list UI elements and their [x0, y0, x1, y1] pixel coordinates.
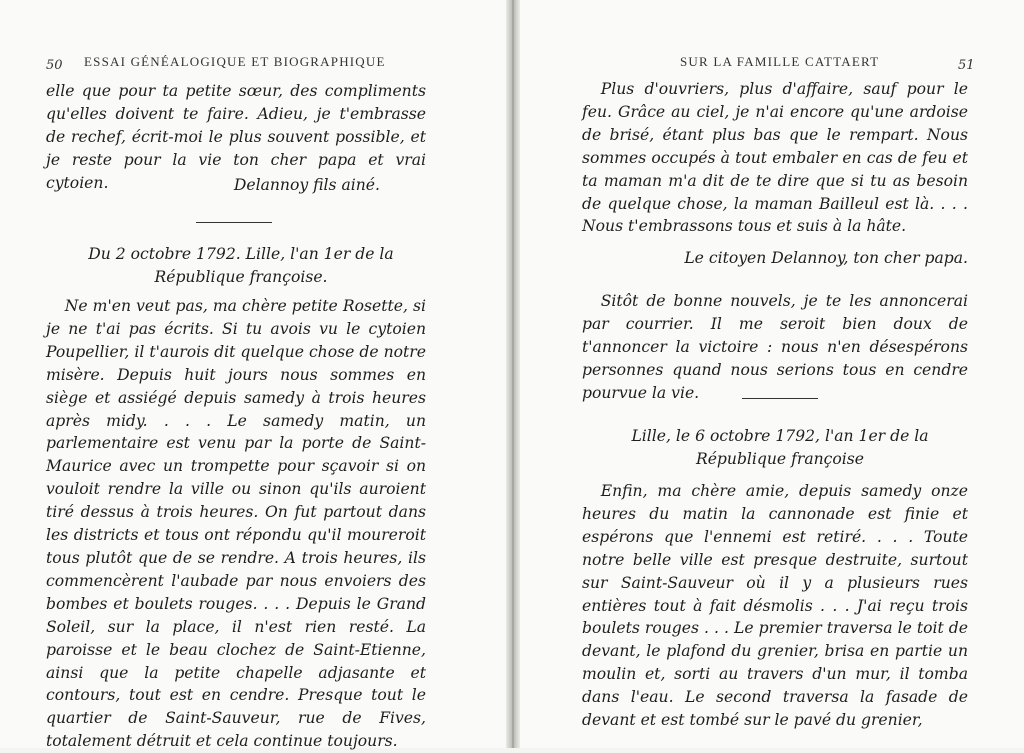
left-running-head: ESSAI GÉNÉALOGIQUE ET BIOGRAPHIQUE [84, 54, 386, 69]
left-page-number: 50 [46, 58, 63, 73]
continuation-text: Plus d'ouvriers, plus d'affaire, sauf pour le feu. Grâce au ciel, je n'ai encore qu'une ardoise de brisé, étant plus bas que le rempart. Nous sommes occupés à tout embaler en cas de feu et ta maman m'a dit de te dire que si tu as besoin de quelque chose, la maman Bailleul est là. . . . Nous t'embrassons tous et suis à la hâte. [582, 80, 968, 236]
right-running-head: SUR LA FAMILLE CATTAERT [680, 54, 880, 69]
letter-body-text: Ne m'en veut pas, ma chère petite Rosette, si je ne t'ai pas écrits. Si tu avois vu le cytoien Poupellier, il t'aurois dit quelque chose de notre misère. Depuis huit jours nous sommes en siège et assiégé depuis samedy à trois heures après midy. . . . Le samedy matin, un parlementaire est venu par la porte de Saint-Maurice avec un trompette pour sçavoir si on vouloit rendre la ville ou sinon qu'ils auroient tiré dessus à trois heures. On fut partout dans les districts et tous ont répondu qu'il moureroit tous plutôt que de se rendre. A trois heures, ils commencèrent l'aubade par nous envoiers des bombes et boulets rouges. . . . Depuis le Grand Soleil, sur la place, il n'est rien resté. La paroisse et le beau clochez de Saint-Etienne, ainsi que la petite chapelle adjasante et contours, tout est en cendre. Presque tout le quartier de Saint-Sauveur, rue de Fives, totalement détruit et cela continue toujours. [46, 297, 426, 751]
right-dateline [590, 425, 970, 471]
book-gutter [506, 0, 520, 748]
closing-paragraph-text: elle que pour ta petite sœur, des compliments qu'elles doivent te faire. Adieu, je t'embrasse de rechef, écrit-moi le plus souvent possible, et je reste pour la vie ton cher papa et vrai cytoien. [46, 82, 426, 192]
right-continuation [582, 78, 968, 238]
dateline-line-1: Du 2 octobre 1792. Lille, l'an 1er de la [88, 245, 394, 263]
left-letter-body [46, 295, 426, 753]
letter-body-text: Enfin, ma chère amie, depuis samedy onze heures du matin la cannonade est finie et espérons que l'ennemi est retiré. . . . Toute notre belle ville est presque destruite, surtout sur Saint-Sauveur où il y a plusieurs rues entières tout à fait désmolis . . . J'ai reçu trois boulets rouges . . . Le premier traversa le toit de devant, le plafond du grenier, brisa en partie un moulin et, sorti au travers d'un mur, il tomba dans l'eau. Le second traversa la fasade de devant et est tombé sur le pavé du grenier, [582, 482, 968, 730]
left-dateline [56, 243, 426, 289]
dateline-line-2: République françoise [695, 449, 865, 468]
section-divider [742, 398, 818, 399]
right-letter-body [582, 480, 968, 732]
right-postscript [582, 290, 968, 405]
left-page [0, 0, 508, 751]
postscript-text: Sitôt de bonne nouvels, je te les annoncerai par courrier. Il me seroit bien doux de t'annoncer la victoire : nous n'en désespérons personnes quand nous serions tous en cendre pourvue la vie. [582, 292, 968, 402]
section-divider [196, 222, 272, 223]
dateline-line-1: Lille, le 6 octobre 1792, l'an 1er de la [631, 427, 929, 445]
right-page [516, 0, 1024, 748]
right-page-number: 51 [958, 58, 975, 73]
left-signature: Delannoy fils ainé. [233, 176, 380, 194]
dateline-line-2: République françoise. [154, 267, 328, 286]
right-signature: Le citoyen Delannoy, ton cher papa. [684, 249, 968, 267]
